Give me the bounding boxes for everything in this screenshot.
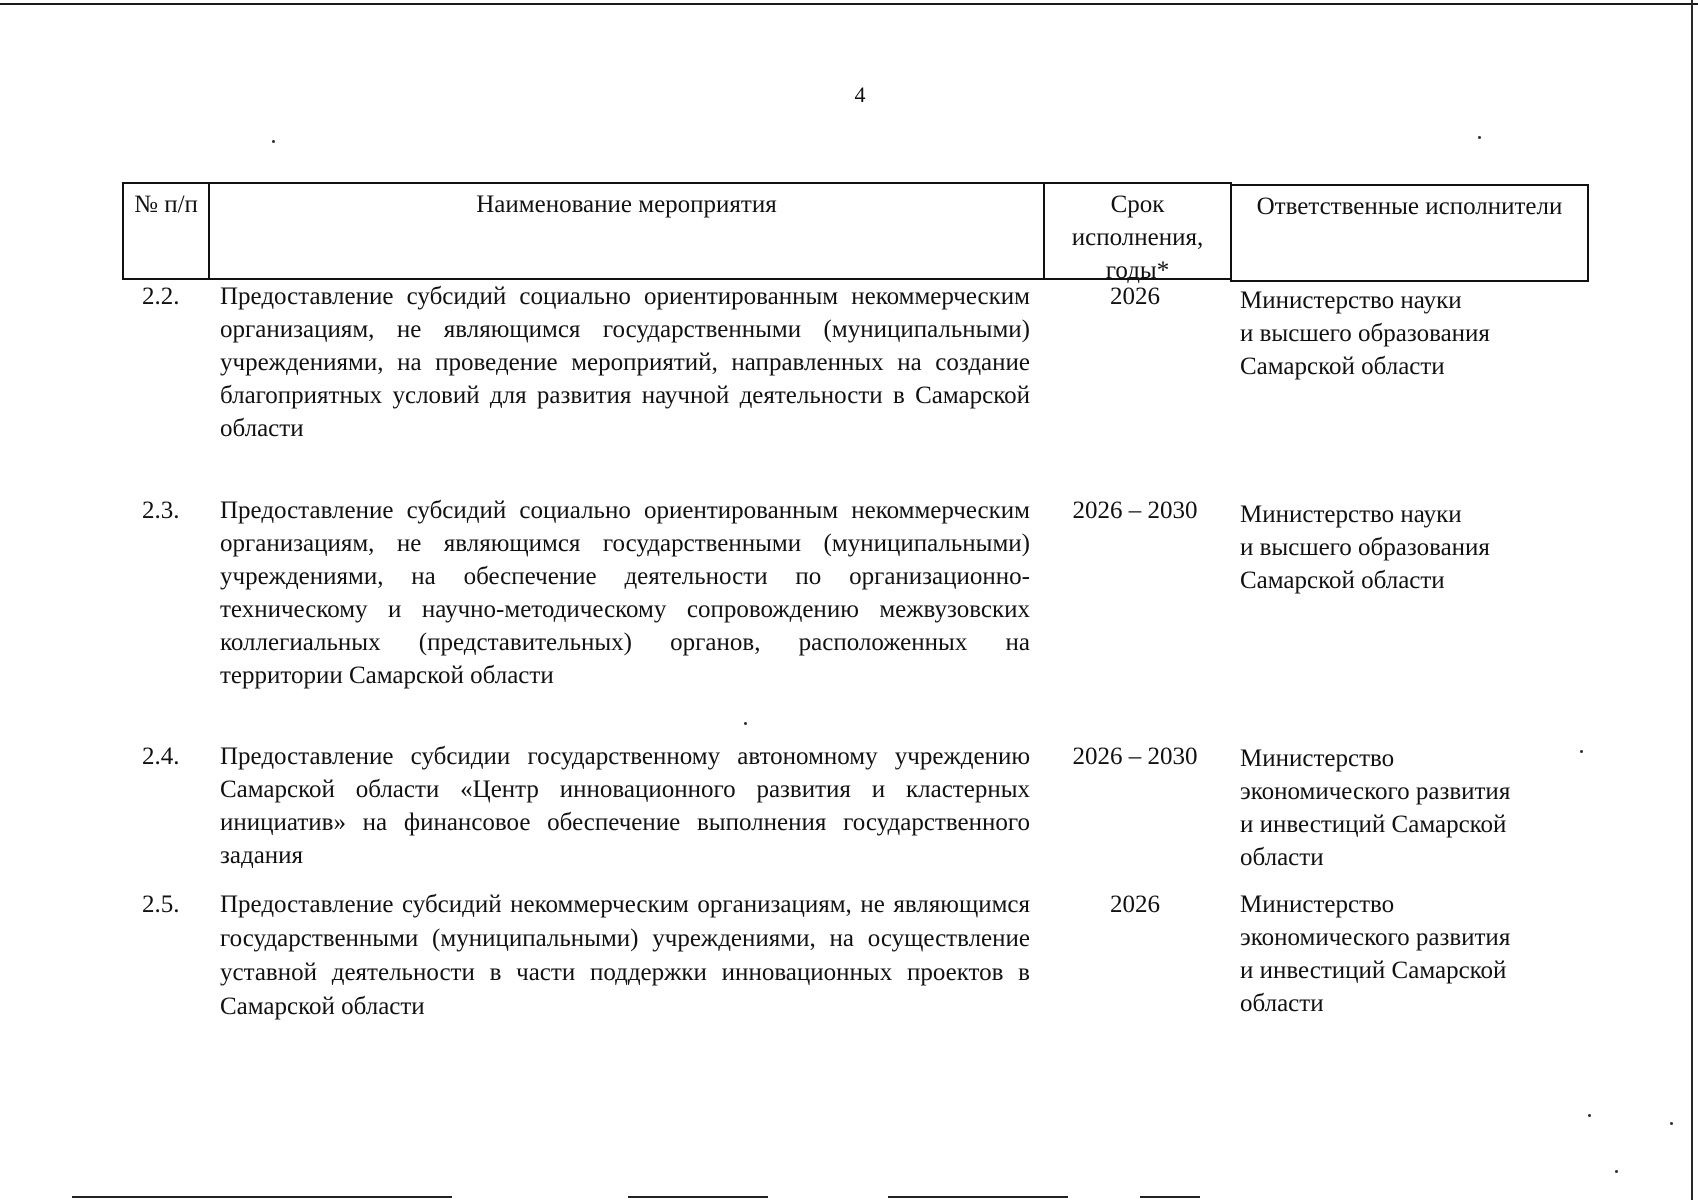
row-term: 2026 — [1110, 891, 1160, 918]
row-responsible — [1240, 498, 1570, 597]
right-scan-edge — [1691, 0, 1693, 1200]
row-term: 2026 – 2030 — [1072, 743, 1198, 770]
table-header — [122, 182, 1589, 282]
responsible-line: Министерство — [1240, 891, 1395, 918]
responsible-line: экономического развития — [1240, 778, 1511, 805]
bottom-scan-line — [888, 1196, 1068, 1198]
responsible-line: и высшего образования — [1240, 320, 1490, 347]
scan-speck — [272, 140, 275, 143]
page-number: 4 — [854, 82, 866, 107]
responsible-line: Самарской области — [1240, 567, 1445, 594]
scan-speck — [744, 722, 747, 725]
row-name: Предоставление субсидий некоммерческим организациям, не являющимся государственными (муниципальными) учреждениями, на осуществление уставной деятельности в части поддержки инновационных проектов в Самарской области — [220, 891, 1030, 1020]
responsible-line: и инвестиций Самарской — [1240, 811, 1507, 838]
scan-speck — [1670, 1122, 1673, 1125]
header-term: Срок исполнения, годы* — [1043, 182, 1232, 280]
row-name: Предоставление субсидии государственному автономному учреждению Самарской области «Центр инновационного развития и кластерных инициатив» на финансовое обеспечение выполнения государственного задания — [220, 743, 1030, 869]
scan-speck — [1478, 136, 1481, 139]
row-name: Предоставление субсидий социально ориентированным некоммерческим организациям, не являющимся государственными (муниципальными) учреждениями, на проведение мероприятий, направленных на создание благоприятных условий для развития научной деятельности в Самарской области — [220, 283, 1030, 442]
responsible-line: Министерство — [1240, 745, 1395, 772]
bottom-scan-line — [628, 1196, 768, 1198]
bottom-scan-line — [1140, 1196, 1200, 1198]
responsible-line: и инвестиций Самарской — [1240, 957, 1507, 984]
responsible-line: и высшего образования — [1240, 534, 1490, 561]
top-scan-rule — [0, 3, 1698, 5]
responsible-line: области — [1240, 990, 1324, 1017]
responsible-line: Министерство науки — [1240, 501, 1462, 528]
row-number: 2.5. — [142, 891, 180, 918]
row-number: 2.4. — [142, 743, 180, 770]
header-responsible: Ответственные исполнители — [1230, 184, 1589, 282]
responsible-line: Самарской области — [1240, 353, 1445, 380]
row-number: 2.2. — [142, 283, 180, 310]
responsible-line: Министерство науки — [1240, 287, 1462, 314]
row-term: 2026 — [1110, 283, 1160, 310]
row-name: Предоставление субсидий социально ориентированным некоммерческим организациям, не являющимся государственными (муниципальными) учреждениями, на обеспечение деятельности по организационно-техническому и научно-методическому сопровождению межвузовских коллегиальных (представительных) органов, расположенных на территории Самарской области — [220, 497, 1030, 689]
row-term: 2026 – 2030 — [1072, 497, 1198, 524]
scan-speck — [1615, 1170, 1618, 1173]
row-responsible — [1240, 284, 1570, 383]
responsible-line: экономического развития — [1240, 924, 1511, 951]
scan-speck — [1588, 1114, 1591, 1117]
row-responsible — [1240, 888, 1570, 1020]
row-responsible — [1240, 742, 1570, 874]
header-number: № п/п — [122, 182, 210, 280]
header-name: Наименование мероприятия — [208, 182, 1045, 280]
scan-speck — [1580, 750, 1583, 753]
responsible-line: области — [1240, 844, 1324, 871]
row-number: 2.3. — [142, 497, 180, 524]
bottom-scan-line — [72, 1196, 452, 1198]
